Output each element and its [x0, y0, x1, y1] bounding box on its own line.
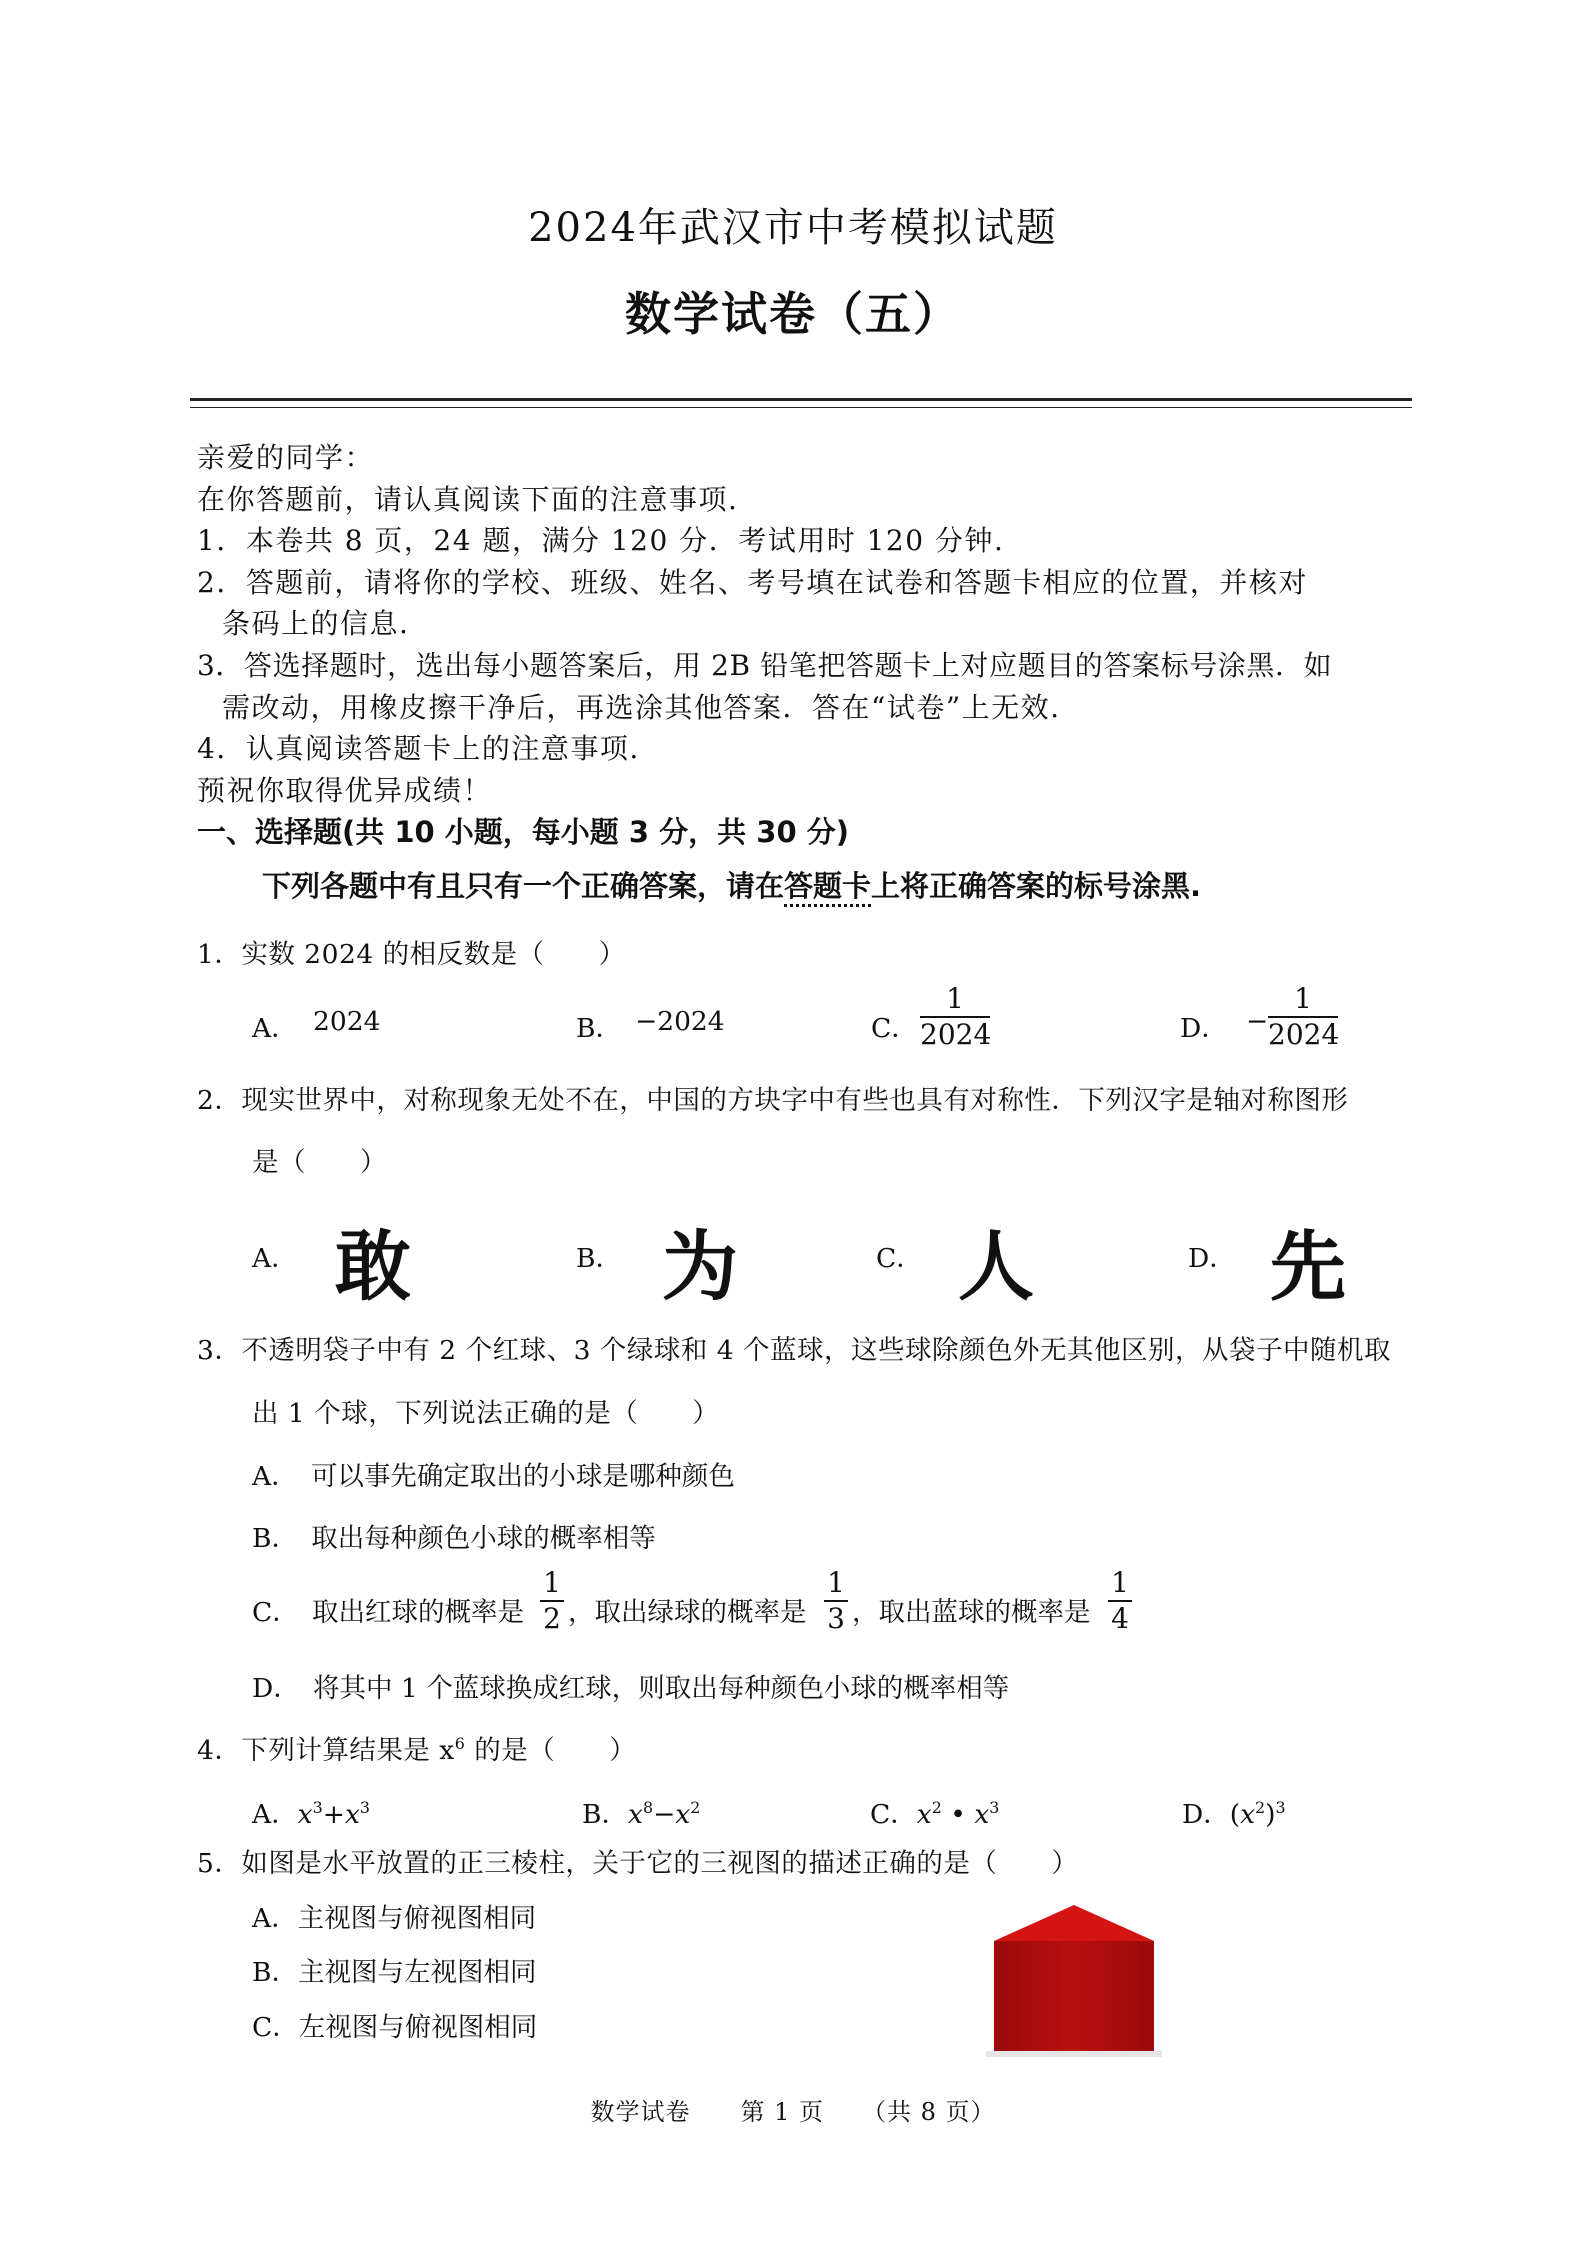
- q2-stem: 2．现实世界中，对称现象无处不在，中国的方块字中有些也具有对称性．下列汉字是轴对称图形: [197, 1085, 1349, 1116]
- exam-subtitle: 数学试卷（五）: [625, 287, 961, 341]
- q1-option-a-label: A．: [252, 1013, 298, 1044]
- q1-option-d-label: D．: [1180, 1013, 1228, 1044]
- q2-option-d-label: D．: [1188, 1243, 1236, 1274]
- exam-title: 2024年武汉市中考模拟试题: [528, 205, 1058, 251]
- header-divider-thick: [190, 398, 1412, 401]
- notice-item-1: 1．本卷共 8 页，24 题，满分 120 分．考试用时 120 分钟.: [197, 524, 1005, 557]
- q3-option-c-label: C． 取出红球的概率是: [252, 1597, 525, 1628]
- q4-option-a-label: A．: [252, 1799, 298, 1830]
- q1-option-d-sign: −: [1246, 1006, 1269, 1037]
- notice-item-4: 4．认真阅读答题卡上的注意事项.: [197, 732, 640, 765]
- notice-wish: 预祝你取得优异成绩！: [197, 774, 493, 807]
- q4-option-d: D．$(x^2)^3$: [1182, 1798, 1286, 1830]
- q4-stem: [197, 1728, 636, 1767]
- q5-option-c: C．左视图与俯视图相同: [252, 2012, 538, 2043]
- instruction-post: 上将正确答案的标号涂黑.: [871, 869, 1202, 903]
- q3-stem: 3．不透明袋子中有 2 个红球、3 个绿球和 4 个蓝球，这些球除颜色外无其他区别，从袋子中随机取: [197, 1335, 1392, 1366]
- q2-option-a-label: A．: [252, 1243, 298, 1274]
- notice-item-3-cont: 需改动，用橡皮擦干净后，再选涂其他答案．答在“试卷”上无效.: [222, 691, 1061, 724]
- q3-c-f3-numerator: 1: [1111, 1566, 1129, 1599]
- notice-intro: 在你答题前，请认真阅读下面的注意事项.: [197, 483, 739, 516]
- q1-option-d-fraction: [1268, 982, 1338, 1052]
- q3-c-f1-denominator: 2: [543, 1602, 561, 1635]
- q1-option-b-label: B．: [576, 1013, 622, 1044]
- q3-option-d: D． 将其中 1 个蓝球换成红球，则取出每种颜色小球的概率相等: [252, 1673, 1010, 1704]
- q4-stem-pre: 4．下列计算结果是 x: [197, 1735, 455, 1766]
- q1-c-denominator: 2024: [920, 1018, 992, 1051]
- q4-stem-exponent: 6: [454, 1734, 466, 1754]
- q3-c-f3-denominator: 4: [1111, 1602, 1129, 1635]
- q5-option-b: B．主视图与左视图相同: [252, 1957, 537, 1988]
- q2-option-d-char: 先: [1270, 1222, 1346, 1311]
- instruction-pre: 下列各题中有且只有一个正确答案，请在: [262, 869, 785, 903]
- notice-greeting: 亲爱的同学：: [197, 441, 375, 474]
- q4-option-d-label: D．: [1182, 1799, 1230, 1830]
- q3-c-f2-numerator: 1: [827, 1566, 845, 1599]
- notice-item-2-cont: 条码上的信息.: [222, 607, 410, 640]
- q4-option-c-label: C．: [870, 1799, 917, 1830]
- q2-option-b-char: 为: [662, 1222, 738, 1311]
- q4-stem-post: 的是（ ）: [465, 1735, 637, 1766]
- q4-option-a: A．$x^3+x^3$: [252, 1798, 371, 1830]
- q3-option-c-mid2: ，取出蓝球的概率是: [852, 1597, 1091, 1628]
- prism-front-face: [994, 1941, 1154, 2051]
- q4-option-c: C．$x^2$ • $x^3$: [870, 1798, 1000, 1830]
- prism-shadow: [986, 2051, 1162, 2057]
- q1-c-numerator: 1: [946, 982, 964, 1015]
- q1-d-denominator: 2024: [1268, 1018, 1340, 1051]
- q3-option-a: A． 可以事先确定取出的小球是哪种颜色: [252, 1461, 735, 1492]
- q3-c-f1-numerator: 1: [543, 1566, 561, 1599]
- q2-stem-cont: 是（ ）: [252, 1147, 387, 1178]
- section-heading: 一、选择题(共 10 小题，每小题 3 分，共 30 分): [197, 815, 849, 849]
- q4-option-b-label: B．: [582, 1799, 628, 1830]
- notice-item-2: 2．答题前，请将你的学校、班级、姓名、考号填在试卷和答题卡相应的位置，并核对: [197, 566, 1308, 599]
- q4-option-b: B．$x^8-x^2$: [582, 1798, 701, 1830]
- triangular-prism-figure: [964, 1893, 1184, 2063]
- q2-option-c-label: C．: [876, 1243, 923, 1274]
- q1-option-a: 2024: [313, 1006, 381, 1037]
- q1-option-b: −2024: [635, 1006, 725, 1037]
- q1-option-c-fraction: [920, 982, 990, 1052]
- instruction-emphasis: [784, 869, 871, 903]
- q1-option-c-label: C．: [871, 1013, 918, 1044]
- q2-option-a-char: 敢: [335, 1222, 411, 1311]
- q3-stem-cont: 出 1 个球，下列说法正确的是（ ）: [252, 1398, 720, 1429]
- q3-c-fraction-red: [540, 1566, 564, 1636]
- q2-option-b-label: B．: [576, 1243, 622, 1274]
- section-instruction: [262, 864, 1201, 905]
- q3-c-f2-denominator: 3: [827, 1602, 845, 1635]
- page-footer: 数学试卷 第 1 页 （共 8 页）: [590, 2098, 996, 2126]
- instruction-mark: 答题卡: [784, 869, 872, 903]
- q1-stem: 1．实数 2024 的相反数是（ ）: [197, 939, 626, 970]
- q5-stem: 5．如图是水平放置的正三棱柱，关于它的三视图的描述正确的是（ ）: [197, 1848, 1079, 1879]
- q3-option-c-mid1: ，取出绿球的概率是: [568, 1597, 807, 1628]
- q5-option-a: A．主视图与俯视图相同: [252, 1903, 537, 1934]
- q3-c-fraction-blue: [1108, 1566, 1132, 1636]
- q2-option-c-char: 人: [958, 1222, 1034, 1311]
- notice-item-3: 3．答选择题时，选出每小题答案后，用 2B 铅笔把答题卡上对应题目的答案标号涂黑．如: [197, 649, 1333, 682]
- q3-c-fraction-green: [824, 1566, 848, 1636]
- header-divider-thin: [190, 407, 1412, 408]
- q3-option-b: B． 取出每种颜色小球的概率相等: [252, 1523, 656, 1554]
- q1-d-numerator: 1: [1294, 982, 1312, 1015]
